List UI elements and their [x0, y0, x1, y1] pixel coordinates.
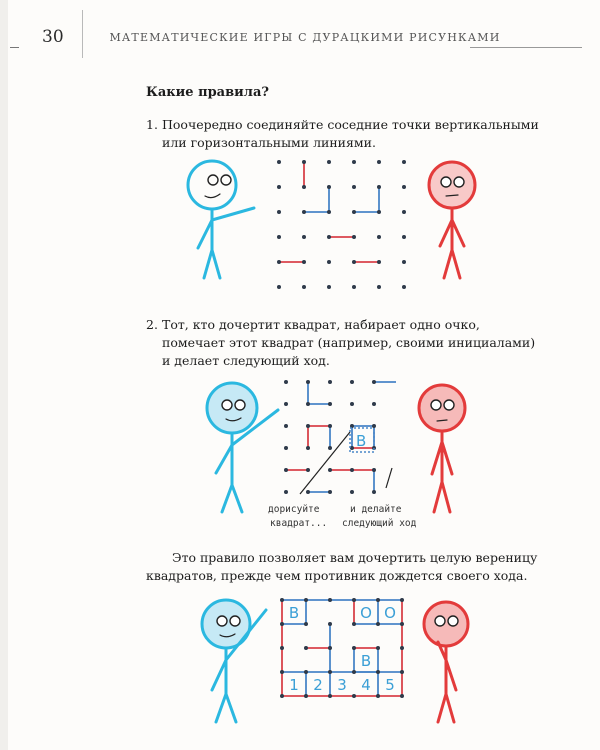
grid-dot [277, 260, 281, 264]
grid-dot [302, 285, 306, 289]
grid-dot [352, 646, 356, 650]
grid-dot [280, 694, 284, 698]
header-separator [82, 10, 83, 58]
header-dash [10, 47, 19, 48]
grid-dot [352, 260, 356, 264]
pointer-line-right [386, 468, 392, 488]
grid-dot [400, 670, 404, 674]
rule-item-1 [146, 116, 546, 152]
bottom-number: 1 [289, 676, 299, 694]
grid-dot [277, 185, 281, 189]
header-rule [470, 47, 582, 48]
grid-dot [352, 235, 356, 239]
grid-dot [352, 598, 356, 602]
grid-dot [377, 185, 381, 189]
grid-dot [352, 185, 356, 189]
rule-text: Поочередно соединяйте соседние точки вертикальными или горизонтальными линиями. [162, 117, 539, 150]
grid-dot [402, 235, 406, 239]
grid-dot [306, 490, 310, 494]
grid-dot [377, 285, 381, 289]
grid-dot [328, 446, 332, 450]
grid-dot [327, 185, 331, 189]
section-title: Какие правила? [146, 85, 269, 100]
grid-dot [328, 670, 332, 674]
grid-dot [306, 424, 310, 428]
blue-stick-figure [188, 161, 254, 278]
grid-dot [306, 468, 310, 472]
grid-dot [372, 468, 376, 472]
body-paragraph: Это правило позволяет вам дочертить целую вереницу квадратов, прежде чем противник дождется своего хода. [146, 550, 538, 583]
grid-dot [376, 670, 380, 674]
grid-dot [400, 694, 404, 698]
grid-dot [377, 260, 381, 264]
grid-dot [328, 468, 332, 472]
top-label: O [384, 604, 396, 622]
blue-stick-figure [207, 383, 278, 512]
bottom-number: 3 [337, 676, 347, 694]
grid-dot [302, 210, 306, 214]
grid-dot [277, 210, 281, 214]
grid-dot [328, 694, 332, 698]
grid-dot [402, 210, 406, 214]
grid-dot [376, 646, 380, 650]
page-number: 30 [42, 27, 64, 47]
red-stick-figure [429, 162, 475, 278]
bottom-number: 5 [385, 676, 395, 694]
grid-dot [328, 622, 332, 626]
rule-text: Тот, кто дочертит квадрат, набирает одно очко, помечает этот квадрат (например, своими инициалами) и делает следующий ход. [162, 317, 536, 368]
running-header [0, 0, 600, 60]
grid-dot [402, 185, 406, 189]
grid-dot [304, 622, 308, 626]
grid-dot [280, 598, 284, 602]
grid-dot [402, 160, 406, 164]
grid-dot [306, 402, 310, 406]
grid-dot [302, 260, 306, 264]
grid-dot [284, 446, 288, 450]
grid-dot [352, 694, 356, 698]
bottom-number: 2 [313, 676, 323, 694]
blue-stick-figure [202, 600, 266, 722]
grid-dot [280, 646, 284, 650]
grid-dot [284, 468, 288, 472]
grid-dot [350, 380, 354, 384]
grid-dot [352, 285, 356, 289]
red-stick-figure [419, 385, 465, 512]
grid-dot [306, 380, 310, 384]
grid-dot [302, 160, 306, 164]
grid-dot [402, 260, 406, 264]
grid-dot [284, 490, 288, 494]
grid-dot [328, 598, 332, 602]
grid-dot [400, 646, 404, 650]
grid-dot [327, 160, 331, 164]
grid-dot [304, 694, 308, 698]
caption-right-line-2: следующий ход [342, 518, 417, 529]
grid-dot [350, 490, 354, 494]
grid-dot [372, 490, 376, 494]
dots-grid-1 [277, 160, 406, 289]
grid-dot [327, 235, 331, 239]
grid-dot [352, 670, 356, 674]
grid-dot [372, 380, 376, 384]
illustration-rule-1 [0, 150, 600, 290]
grid-dot [304, 670, 308, 674]
grid-dot [304, 646, 308, 650]
grid-dot [277, 285, 281, 289]
grid-dot [350, 402, 354, 406]
grid-dot [377, 210, 381, 214]
grid-dot [377, 160, 381, 164]
grid-dot [327, 285, 331, 289]
grid-dot [402, 285, 406, 289]
grid-dot [277, 160, 281, 164]
grid-dot [376, 622, 380, 626]
grid-dot [284, 380, 288, 384]
grid-dot [372, 424, 376, 428]
grid-dot [400, 598, 404, 602]
caption-left-line-1: дорисуйте [268, 504, 320, 515]
grid-dot [277, 235, 281, 239]
grid-dot [284, 424, 288, 428]
grid-dot [328, 402, 332, 406]
grid-dot [372, 402, 376, 406]
top-label: B [288, 604, 300, 622]
grid-dot [376, 598, 380, 602]
top-label: O [360, 604, 372, 622]
grid-dot [306, 446, 310, 450]
red-stick-figure [424, 602, 468, 722]
running-title: МАТЕМАТИЧЕСКИЕ ИГРЫ С ДУРАЦКИМИ РИСУНКАМИ [109, 31, 501, 44]
caption-right-line-1: и делайте [350, 504, 402, 515]
rule-number: 2. [146, 317, 158, 332]
grid-dot [284, 402, 288, 406]
grid-dot [328, 490, 332, 494]
grid-dot [350, 468, 354, 472]
grid-dot [400, 622, 404, 626]
grid-dot [302, 185, 306, 189]
grid-dot [328, 380, 332, 384]
grid-dot [304, 598, 308, 602]
grid-dot [328, 646, 332, 650]
grid-dot [352, 622, 356, 626]
grid-dot [302, 235, 306, 239]
grid-dot [352, 210, 356, 214]
grid-dot [377, 235, 381, 239]
illustration-chain [0, 594, 600, 734]
grid-dot [280, 622, 284, 626]
bottom-number: 4 [361, 676, 371, 694]
box-label: B [356, 432, 367, 450]
illustration-rule-2 [0, 370, 600, 540]
grid-dot [327, 210, 331, 214]
rule-number: 1. [146, 117, 158, 132]
dots-grid-2 [284, 380, 396, 494]
middle-label: B [360, 652, 372, 670]
grid-dot [352, 160, 356, 164]
grid-dot [280, 670, 284, 674]
grid-dot [376, 694, 380, 698]
grid-dot [327, 260, 331, 264]
rule-item-2 [146, 316, 546, 370]
grid-dot [328, 424, 332, 428]
caption-left-line-2: квадрат... [270, 518, 328, 529]
